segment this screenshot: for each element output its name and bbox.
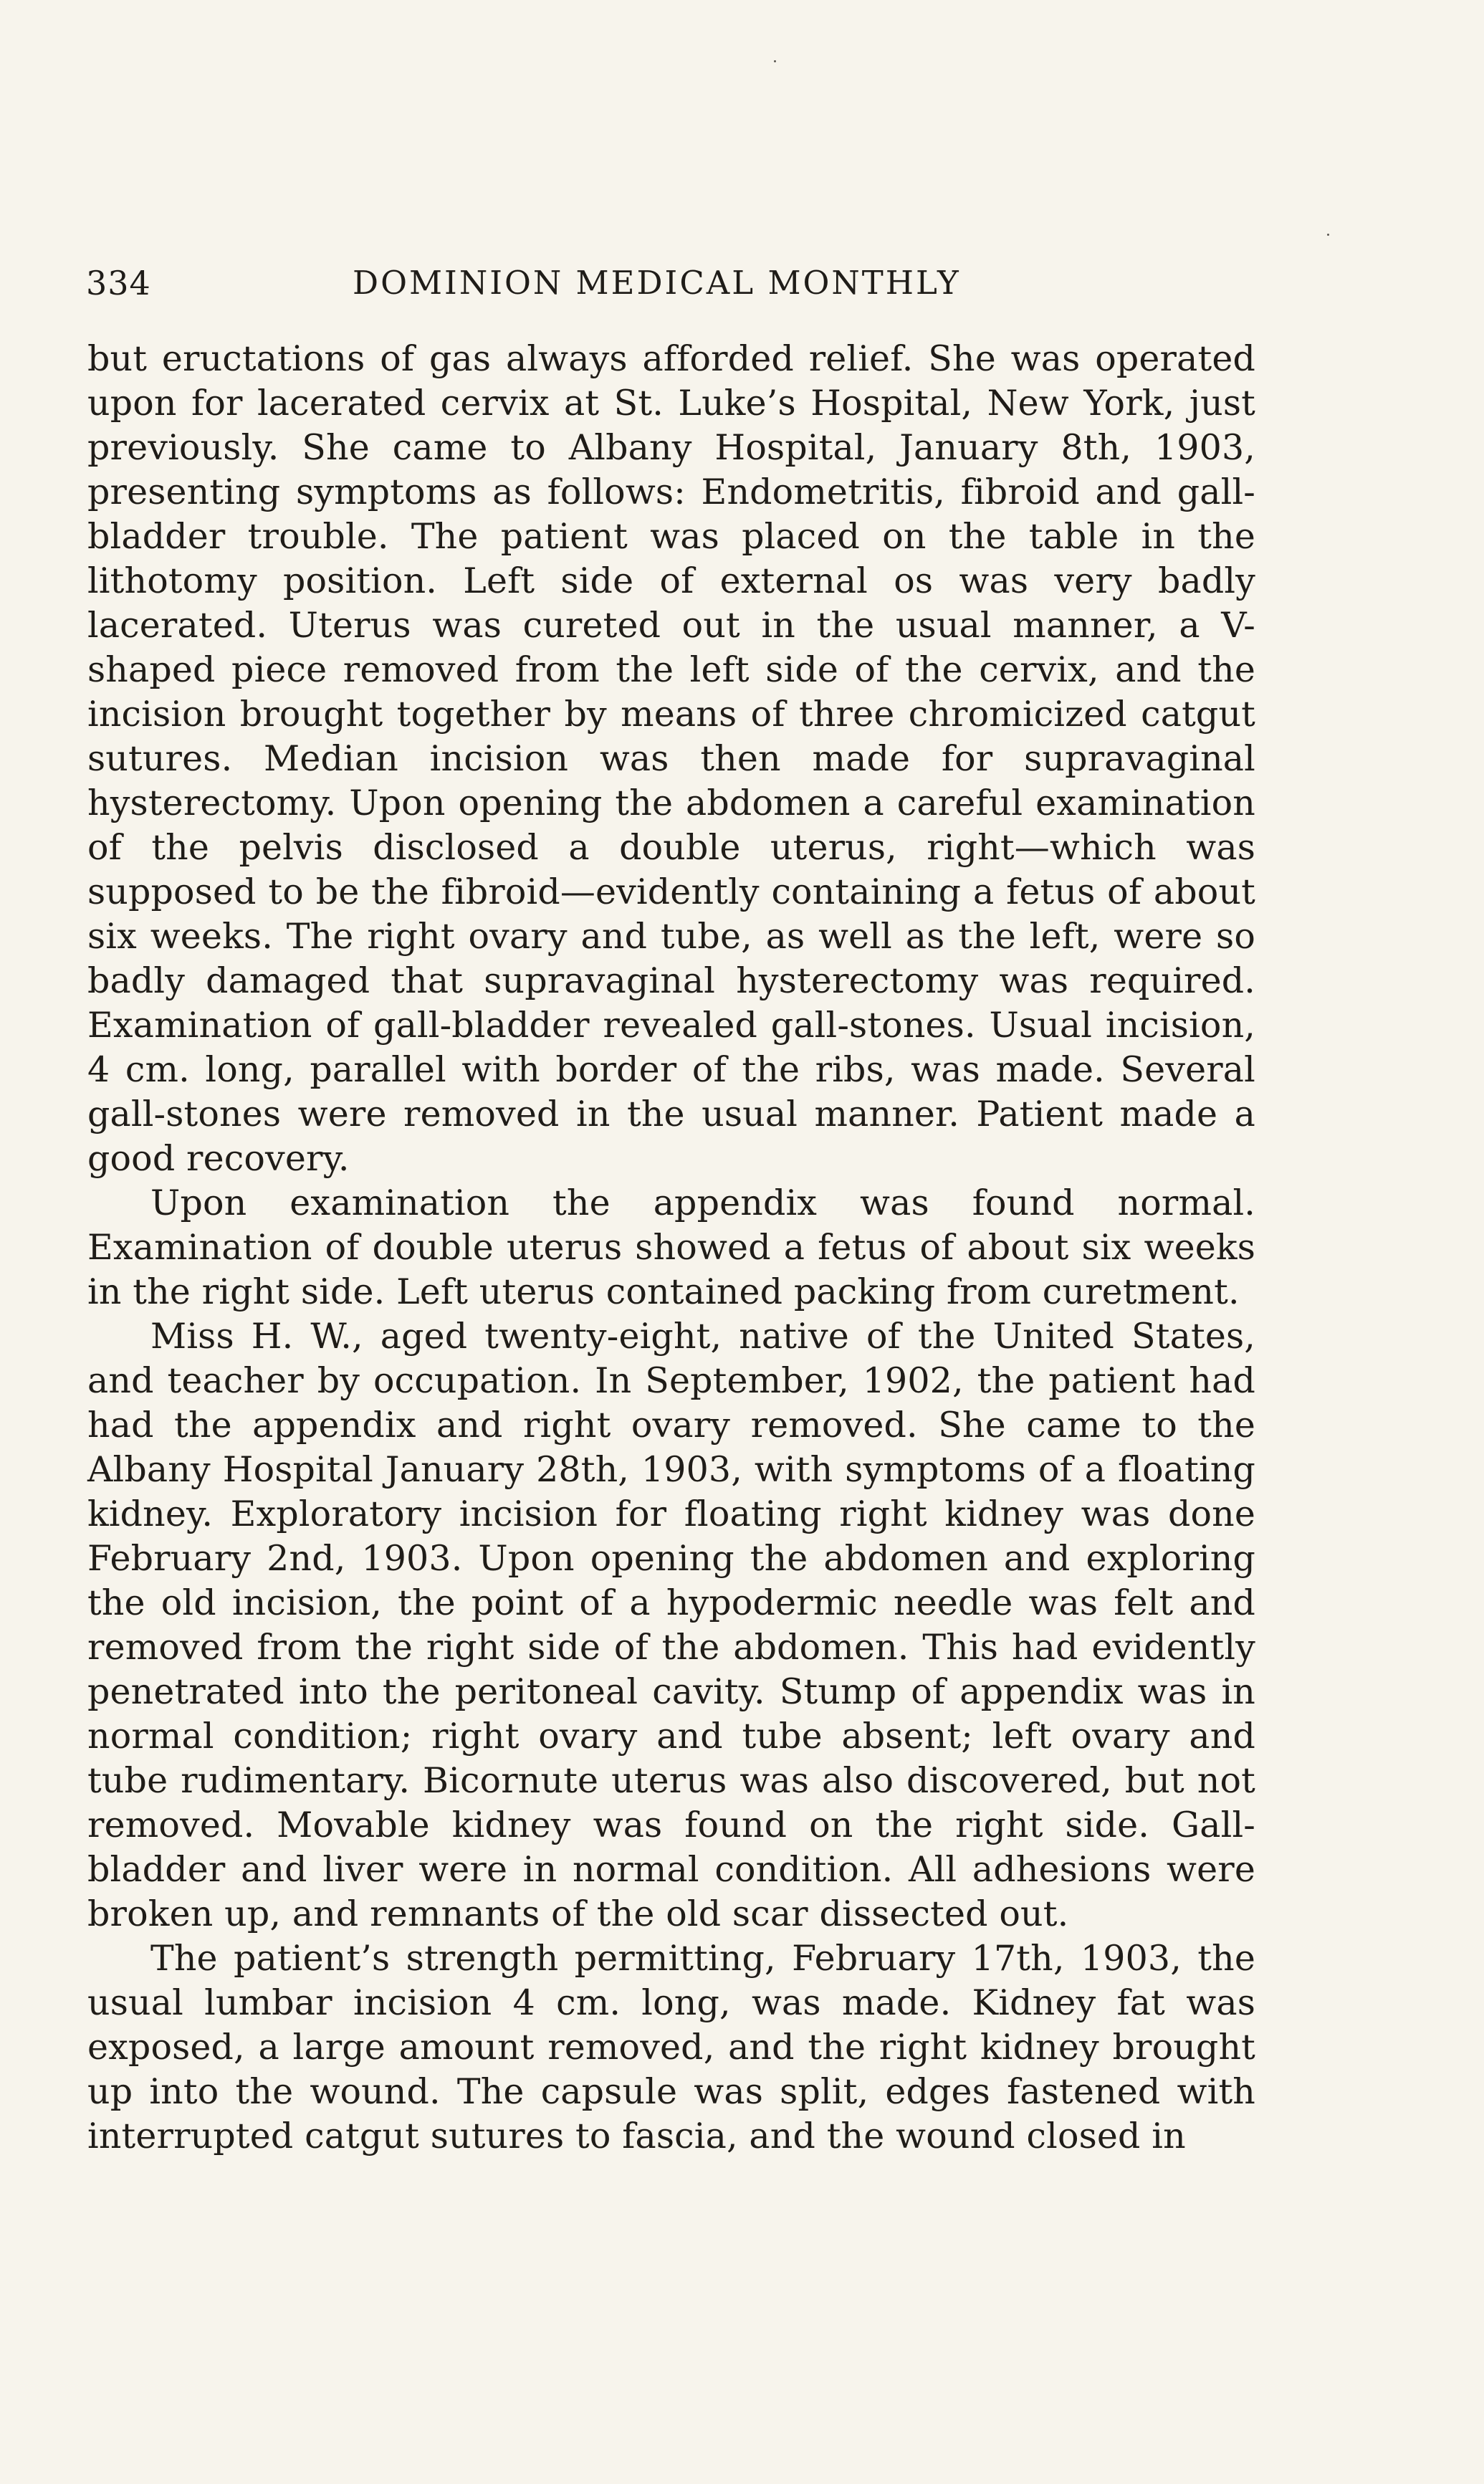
paragraph: Upon examination the appendix was found normal. Examination of double uterus showed a fetus of about six weeks in the right side. Left uterus contained packing from curetment. [87, 1183, 1255, 1312]
page-number: 334 [86, 264, 151, 302]
page-header [86, 254, 1304, 312]
article-body [87, 337, 1255, 2159]
paragraph: but eructations of gas always afforded relief. She was operated upon for lacerated cervix at St. Luke’s Hospital, New York, just previously. She came to Albany Hospital, January 8th, 1903, presenting symptoms as follows: Endometritis, fibroid and gall-bladder trouble. The patient was placed on the table in the lithotomy position. Left side of external os was very badly lacerated. Uterus was cureted out in the usual manner, a V-shaped piece removed from the left side of the cervix, and the incision brought together by means of three chromicized catgut sutures. Median incision was then made for supravaginal hysterectomy. Upon opening the abdomen a careful examination of the pelvis disclosed a double uterus, right—which was supposed to be the fibroid—evidently containing a fetus of about six weeks. The right ovary and tube, as well as the left, were so badly damaged that supravaginal hysterectomy was required. Examination of gall-bladder revealed gall-stones. Usual incision, 4 cm. long, parallel with border of the ribs, was made. Several gall-stones were removed in the usual manner. Patient made a good recovery. [87, 338, 1255, 1179]
paragraph: Miss H. W., aged twenty-eight, native of the United States, and teacher by occupation. In September, 1902, the patient had had the appendix and right ovary removed. She came to the Albany Hospital January 28th, 1903, with symptoms of a floating kidney. Exploratory incision for floating right kidney was done February 2nd, 1903. Upon opening the abdomen and exploring the old incision, the point of a hypodermic needle was felt and removed from the right side of the abdomen. This had evidently penetrated into the peritoneal cavity. Stump of appendix was in normal condition; right ovary and tube absent; left ovary and tube rudimentary. Bicornute uterus was also discovered, but not removed. Movable kidney was found on the right side. Gall-bladder and liver were in normal condition. All adhesions were broken up, and remnants of the old scar dissected out. [87, 1316, 1255, 1934]
paper-speck [774, 60, 776, 62]
running-title: DOMINION MEDICAL MONTHLY [353, 264, 961, 302]
paper-speck [1327, 234, 1329, 236]
paragraph: The patient’s strength permitting, February 17th, 1903, the usual lumbar incision 4 cm. long, was made. Kidney fat was exposed, a large amount removed, and the right kidney brought up into the wound. The capsule was split, edges fastened with interrupted catgut sutures to fascia, and the wound closed in [87, 1938, 1255, 2156]
